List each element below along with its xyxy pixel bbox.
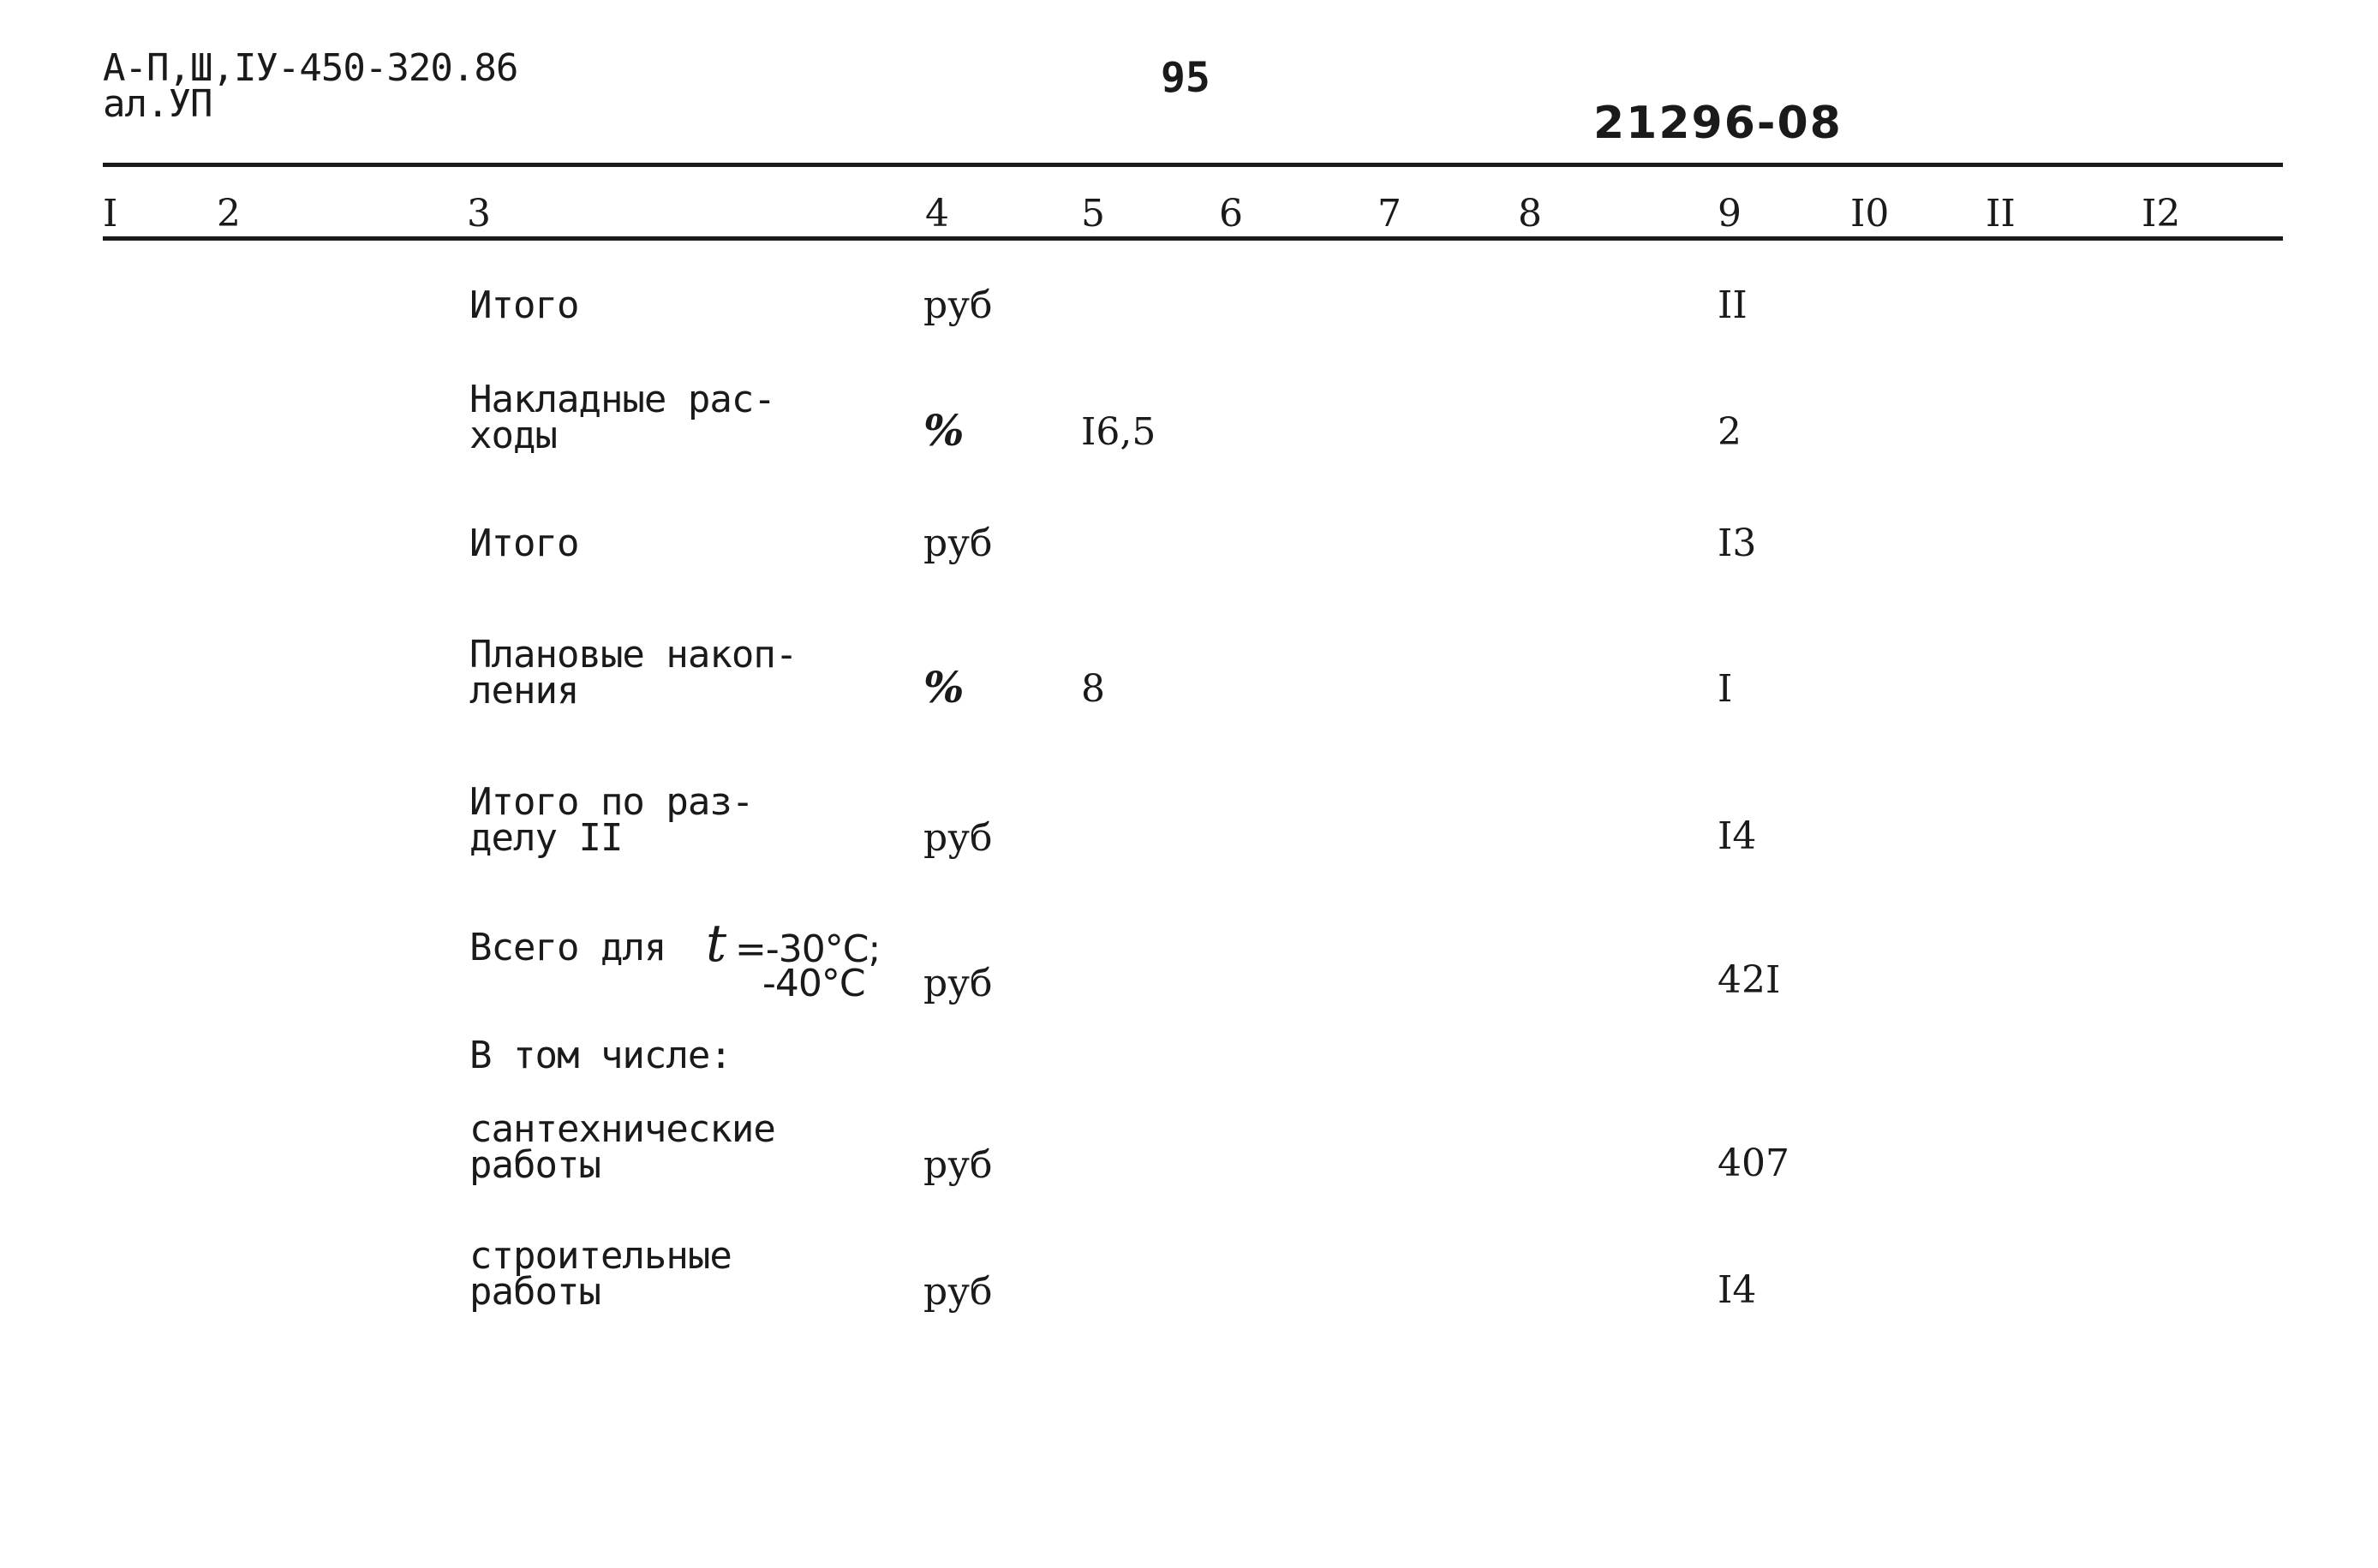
row-8-name-line-2: работы [469, 1143, 600, 1187]
row-9-name-line-2: работы [469, 1270, 600, 1314]
sheet-label: ал.УП [103, 82, 212, 126]
row-2-name-line-2: ходы [469, 414, 557, 457]
row-8-unit: руб [923, 1143, 993, 1187]
row-3-total: I3 [1718, 522, 1757, 565]
column-number-12: I2 [2142, 192, 2181, 235]
row-6-unit: руб [923, 962, 993, 1005]
row-3-unit: руб [923, 522, 993, 565]
document-number: 21296-08 [1593, 98, 1843, 149]
row-9-name-line-1: строительные [469, 1234, 732, 1278]
row-5-total: I4 [1718, 814, 1757, 858]
row-4-name-line-2: ления [469, 669, 579, 712]
row-6-total: 42I [1718, 958, 1781, 1002]
row-2-unit: % [923, 405, 965, 456]
row-4-unit: % [923, 662, 965, 712]
row-2-name-line-1: Накладные рас- [469, 378, 775, 421]
column-number-9: 9 [1718, 192, 1742, 235]
row-9-unit: руб [923, 1270, 993, 1314]
temperature-line-2: -40°C [762, 962, 865, 1005]
row-4-rate: 8 [1081, 667, 1105, 711]
header-rule-top [103, 163, 2283, 167]
column-number-10: I0 [1850, 192, 1890, 235]
row-1-name: Итого [469, 283, 579, 327]
row-8-name-line-1: сантехнические [469, 1107, 775, 1151]
row-6-name: Всего для [469, 926, 666, 969]
row-9-total: I4 [1718, 1268, 1757, 1312]
column-number-11: II [1986, 192, 2016, 235]
row-1-unit: руб [923, 283, 993, 327]
column-number-3: 3 [467, 192, 491, 235]
column-number-8: 8 [1518, 192, 1542, 235]
column-number-2: 2 [217, 192, 241, 235]
row-2-total: 2 [1718, 410, 1742, 454]
row-5-name-line-2: делу II [469, 816, 623, 860]
row-3-name: Итого [469, 522, 579, 565]
row-7-name: В том числе: [469, 1034, 732, 1077]
row-5-unit: руб [923, 816, 993, 860]
header-rule-bottom [103, 236, 2283, 241]
row-2-rate: I6,5 [1081, 410, 1156, 454]
page-number: 95 [1161, 54, 1210, 102]
temperature-line-1: =-30°C; [735, 927, 881, 971]
column-number-6: 6 [1219, 192, 1243, 235]
row-4-name-line-1: Плановые накоп- [469, 633, 798, 677]
row-4-total: I [1718, 667, 1733, 711]
row-1-total: II [1718, 283, 1748, 327]
column-number-4: 4 [925, 192, 949, 235]
document-code: А-П,Ш,IУ-450-320.86 [103, 46, 518, 90]
column-number-1: I [103, 192, 118, 235]
column-number-5: 5 [1081, 192, 1105, 235]
column-number-7: 7 [1377, 192, 1401, 235]
temperature-symbol: t [706, 914, 727, 974]
row-5-name-line-1: Итого по раз- [469, 780, 754, 824]
row-8-total: 407 [1718, 1142, 1789, 1185]
